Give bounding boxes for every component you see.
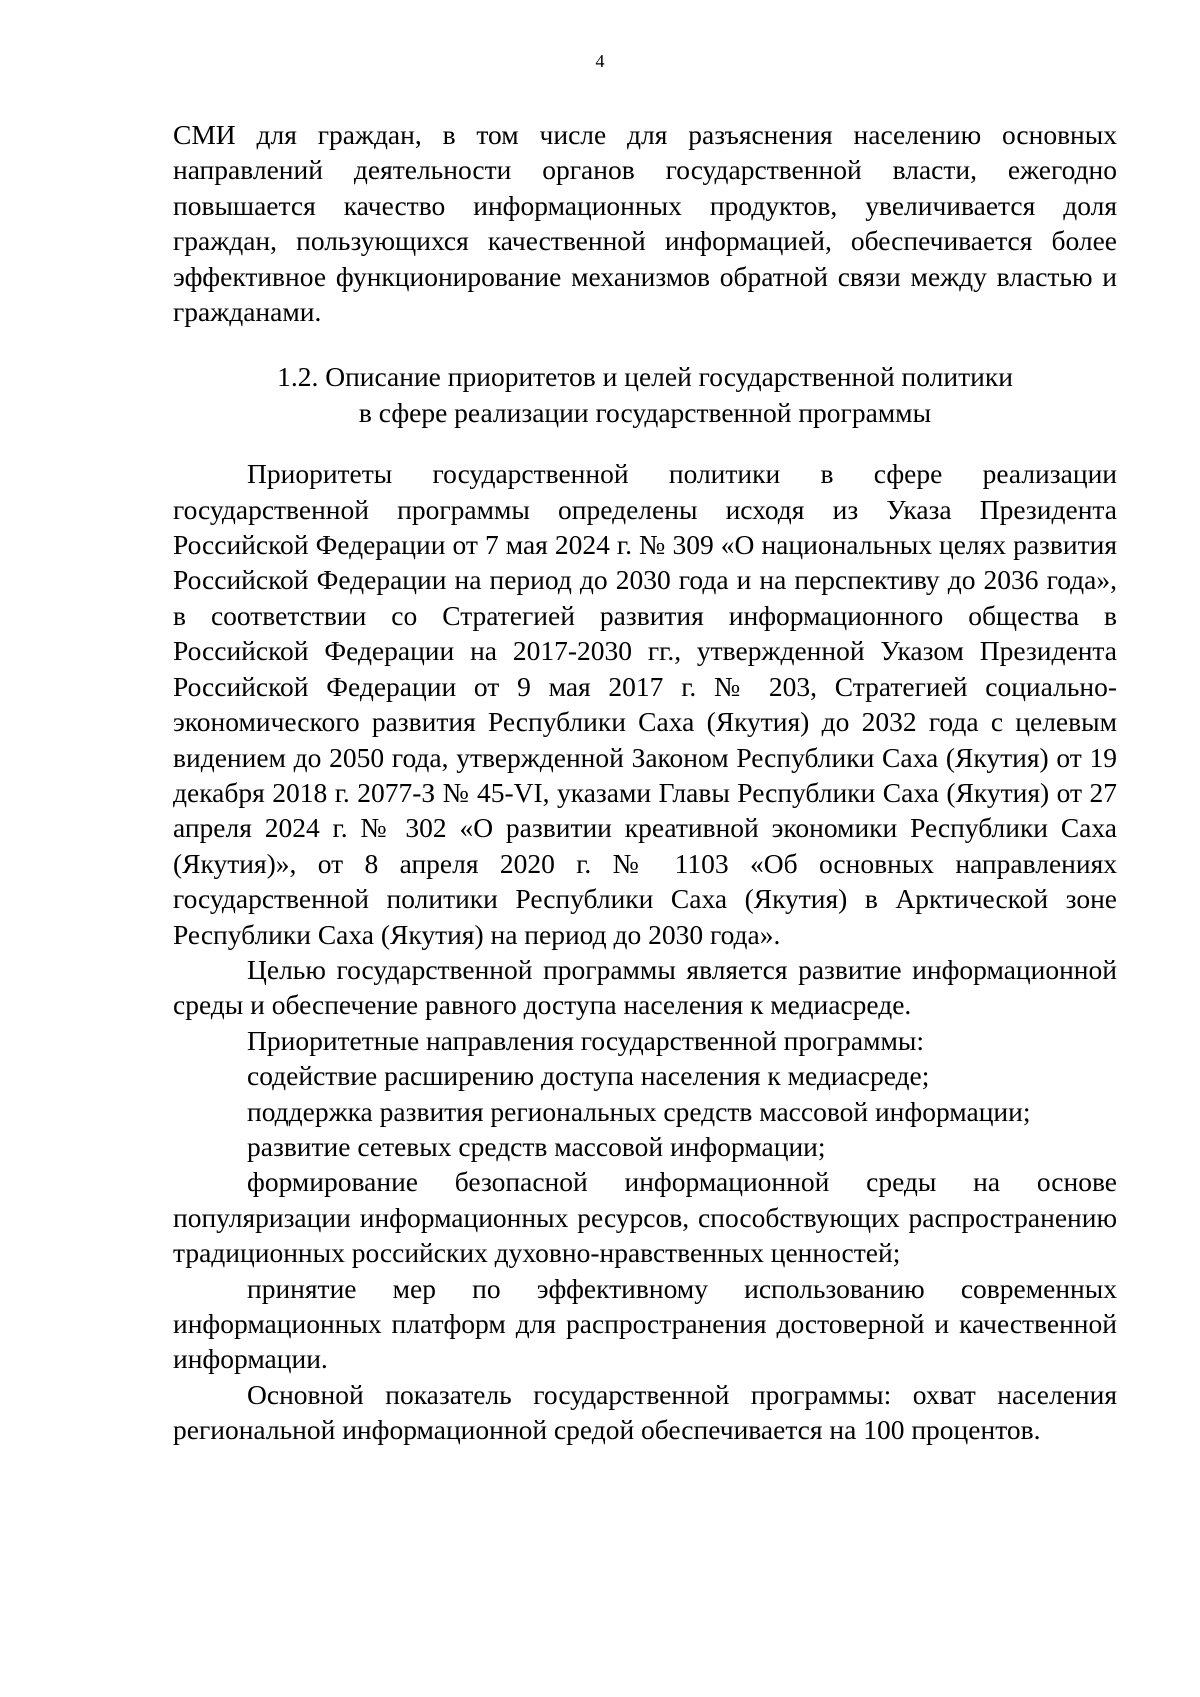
direction-item: формирование безопасной информационной среды на основе популяризации информационных ресурсов, способствующих распространению традиционных российских духовно-нравственных ценностей; xyxy=(173,1166,1117,1269)
section-heading xyxy=(173,359,1117,430)
goal-paragraph: Целью государственной программы является развитие информационной среды и обеспечение равного доступа населения к медиасреде. xyxy=(173,953,1117,1021)
section-heading-line-1: 1.2. Описание приоритетов и целей государственной политики xyxy=(277,361,1013,393)
section-heading-line-2: в сфере реализации государственной программы xyxy=(358,396,932,428)
intro-paragraph: СМИ для граждан, в том числе для разъяснения населению основных направлений деятельности органов государственной власти, ежегодно повышается качество информационных продуктов, увеличивается доля граждан, пользующихся качественной информацией, обеспечивается более эффективное функционирование механизмов обратной связи между властью и гражданами. xyxy=(173,119,1117,328)
main-indicator-paragraph: Основной показатель государственной программы: охват населения региональной информационной средой обеспечивается на 100 процентов. xyxy=(173,1378,1117,1446)
direction-item: принятие мер по эффективному использованию современных информационных платформ для распространения достоверной и качественной информации. xyxy=(173,1272,1117,1375)
direction-item: содействие расширению доступа населения к медиасреде; xyxy=(247,1060,930,1092)
page-number: 4 xyxy=(595,51,605,71)
direction-item: развитие сетевых средств массовой информации; xyxy=(247,1130,826,1162)
direction-item: поддержка развития региональных средств массовой информации; xyxy=(247,1095,1031,1127)
directions-intro: Приоритетные направления государственной программы: xyxy=(247,1024,925,1056)
document-body xyxy=(173,117,1117,1448)
priorities-paragraph: Приоритеты государственной политики в сфере реализации государственной программы определены исходя из Указа Президента Российской Федерации от 7 мая 2024 г. № 309 «О национальных целях развития Российской Федерации на период до 2030 года и на перспективу до 2036 года», в соответствии со Стратегией развития информационного общества в Российской Федерации на 2017-2030 гг., утвержденной Указом Президента Российской Федерации от 9 мая 2017 г. № 203, Стратегией социально-экономического развития Республики Саха (Якутия) до 2032 года с целевым видением до 2050 года, утвержденной Законом Республики Саха (Якутия) от 19 декабря 2018 г. 2077-З № 45-VI, указами Главы Республики Саха (Якутия) от 27 апреля 2024 г. № 302 «О развитии креативной экономики Республики Саха (Якутия)», от 8 апреля 2020 г. № 1103 «Об основных направлениях государственной политики Республики Саха (Якутия) в Арктической зоне Республики Саха (Якутия) на период до 2030 года». xyxy=(173,458,1117,950)
